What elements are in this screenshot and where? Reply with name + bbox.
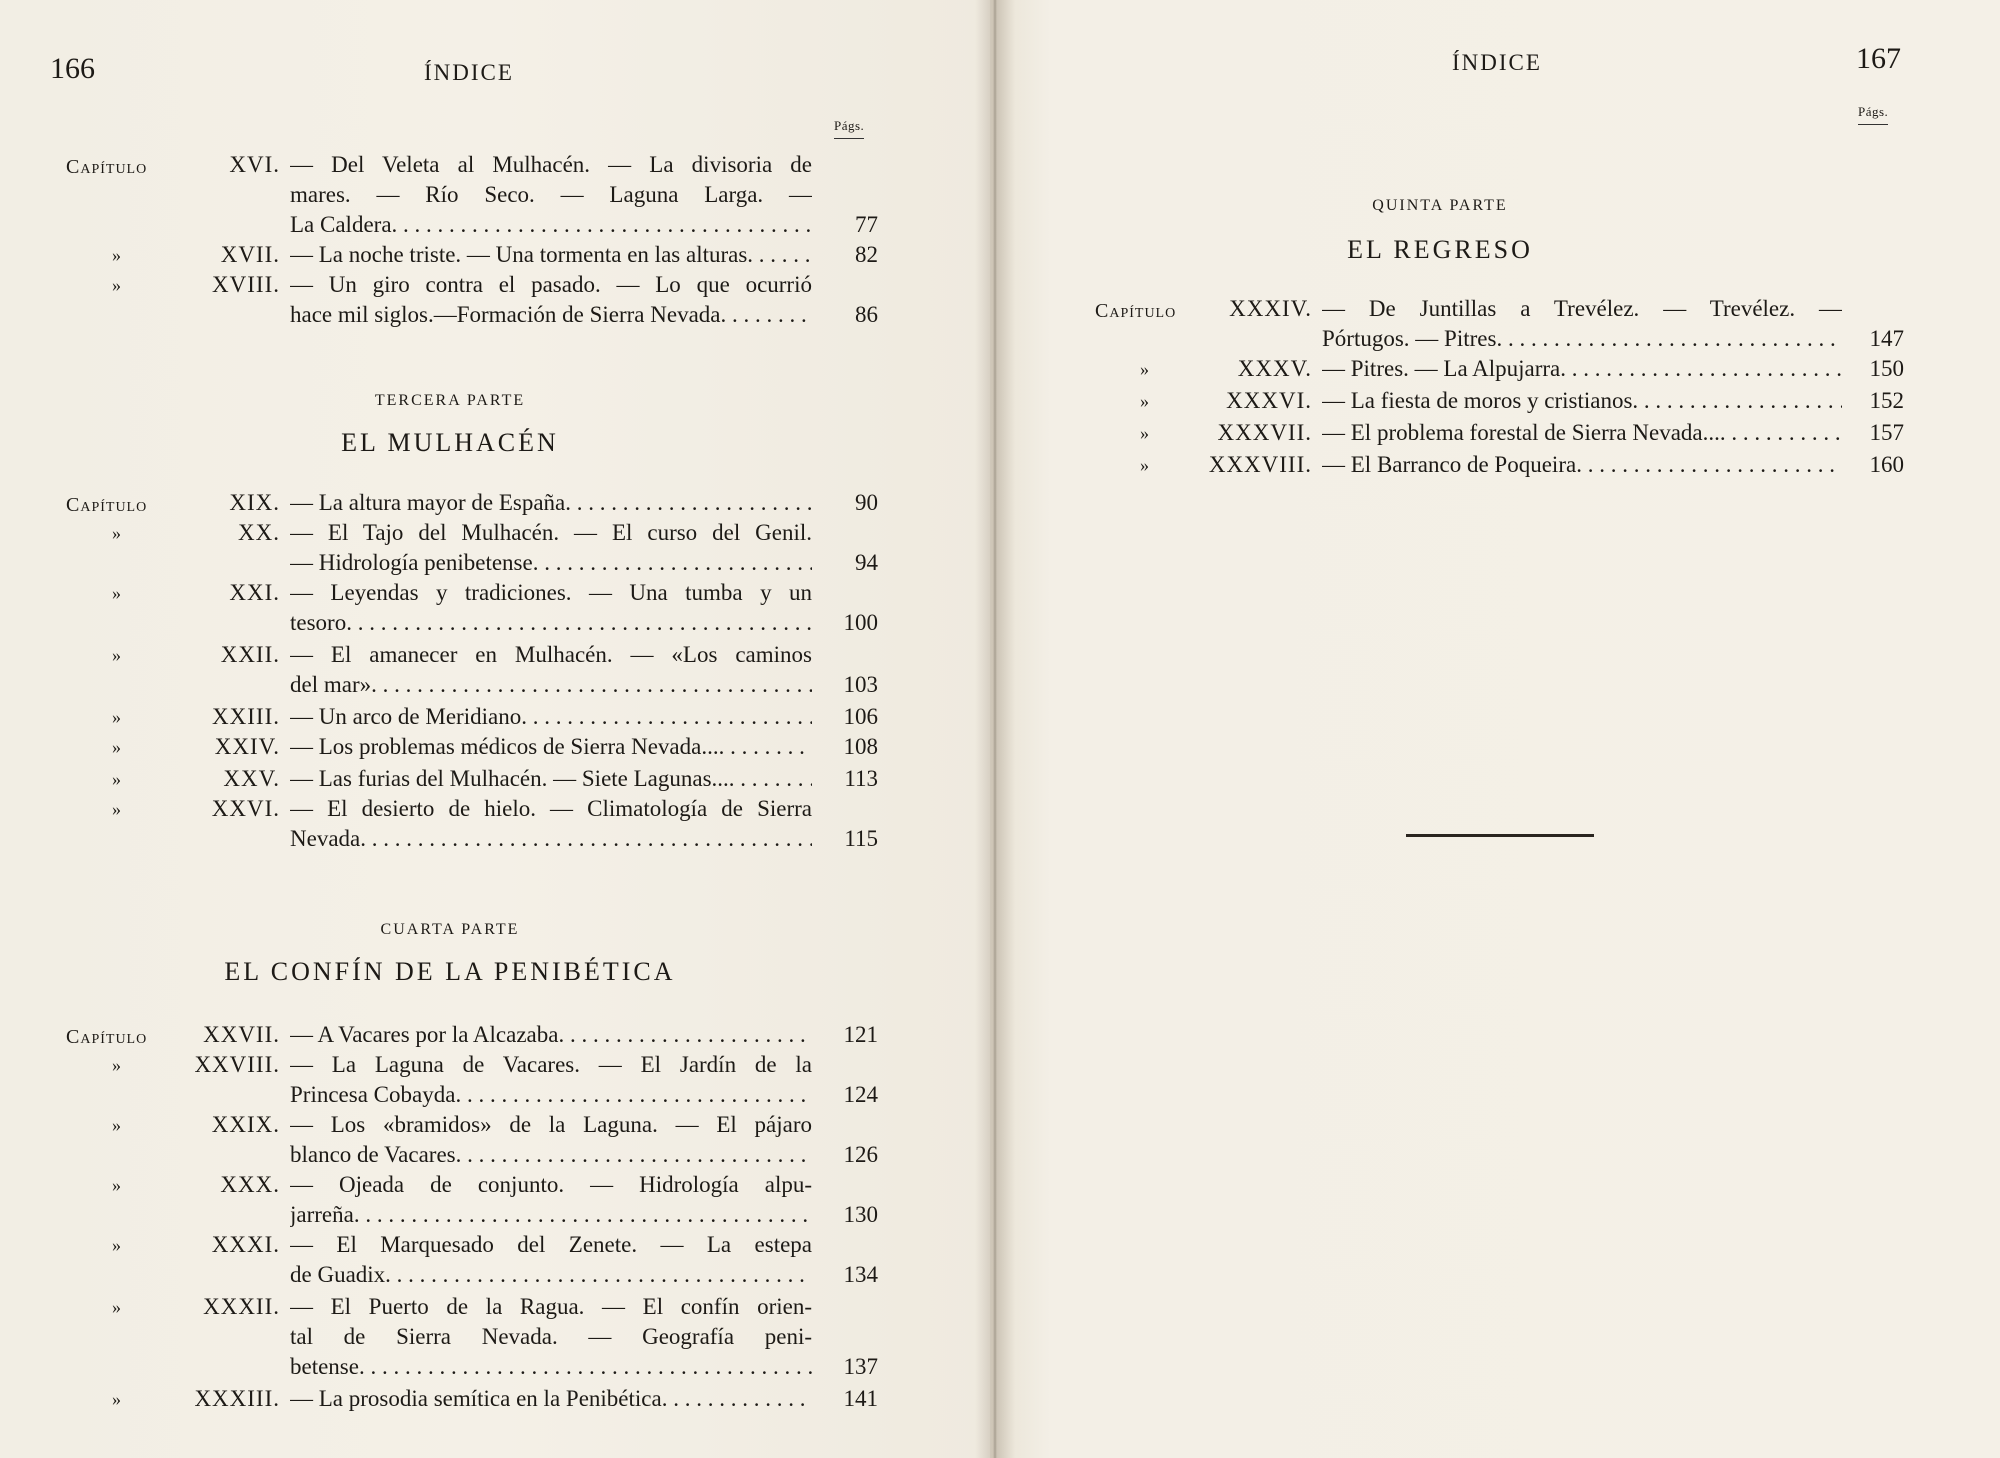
dot-leader <box>1496 324 1842 354</box>
chapter-title <box>290 1020 812 1050</box>
dot-leader <box>354 1200 812 1230</box>
chapter-title-line: Nevada . . . <box>290 824 812 854</box>
dot-leader <box>371 670 812 700</box>
chapter-number: XXII. <box>220 642 280 667</box>
chapter-number: XXVI. <box>211 796 280 821</box>
part-title-tercera: EL MULHACÉN <box>341 428 559 457</box>
dot-leader <box>455 1080 812 1110</box>
dot-leader <box>1576 450 1842 480</box>
chapter-title-line: — La prosodia semítica en la Penibética . . . <box>290 1384 812 1414</box>
chapter-number: XXXII. <box>203 1294 280 1319</box>
chapter-title-line: — Pitres. — La Alpujarra . . . <box>1322 354 1842 384</box>
ditto-mark: » <box>112 1175 121 1195</box>
chapter-title-line: betense . . . <box>290 1352 812 1382</box>
page-number: 106 <box>843 704 878 729</box>
page-number: 126 <box>843 1142 878 1167</box>
ditto-mark: » <box>112 1389 121 1409</box>
page-number: 141 <box>843 1386 878 1411</box>
chapter-title <box>1322 450 1842 480</box>
chapter-title-line: — El desierto de hielo. — Climatología de Sierra <box>290 796 812 821</box>
chapter-title <box>290 732 812 762</box>
chapter-title-line: — El amanecer en Mulhacén. — «Los caminos <box>290 642 812 667</box>
page-number: 152 <box>1869 388 1904 413</box>
pags-label-left: Págs. <box>834 118 864 139</box>
chapter-title <box>290 794 812 854</box>
ditto-mark: » <box>112 245 121 265</box>
page-number: 147 <box>1869 326 1904 351</box>
ditto-mark: » <box>1140 359 1149 379</box>
chapter-number: XXXIII. <box>194 1386 280 1411</box>
chapter-title-line: — El Barranco de Poqueira . . . <box>1322 450 1842 480</box>
chapter-title-line: — Del Veleta al Mulhacén. — La divisoria de <box>290 152 812 177</box>
page-number: 160 <box>1869 452 1904 477</box>
book-gutter <box>975 0 1015 1458</box>
chapter-title <box>290 150 812 240</box>
ditto-mark: » <box>112 769 121 789</box>
chapter-title-line: — Leyendas y tradiciones. — Una tumba y un <box>290 580 812 605</box>
dot-leader <box>392 210 812 240</box>
page-number: 77 <box>855 212 878 237</box>
chapter-title-line: — Ojeada de conjunto. — Hidrología alpu- <box>290 1172 812 1197</box>
chapter-title-line: — Los problemas médicos de Sierra Nevada... . . . <box>290 732 812 762</box>
dot-leader <box>521 702 812 732</box>
right-page <box>990 0 2000 1458</box>
folio-left: 166 <box>50 52 95 85</box>
chapter-title-line: — La Laguna de Vacares. — El Jardín de la <box>290 1052 812 1077</box>
chapter-number: XX. <box>238 520 280 545</box>
chapter-number: XXXVIII. <box>1208 452 1312 477</box>
chapter-title-line: — Hidrología penibetense . . . <box>290 548 812 578</box>
chapter-title-line: — A Vacares por la Alcazaba . . . <box>290 1020 812 1050</box>
closing-rule <box>1406 834 1594 837</box>
chapter-number: XXXI. <box>211 1232 280 1257</box>
left-page <box>0 0 990 1458</box>
ditto-mark: » <box>112 799 121 819</box>
chapter-title-line: — Un arco de Meridiano . . . <box>290 702 812 732</box>
chapter-title <box>290 1230 812 1290</box>
page-number: 124 <box>843 1082 878 1107</box>
page-number: 94 <box>855 550 878 575</box>
chapter-title-line: — De Juntillas a Trevélez. — Trevélez. — <box>1322 296 1842 321</box>
dot-leader <box>1560 354 1842 384</box>
chapter-title-line: tesoro . . . <box>290 608 812 638</box>
part-title-cuarta: EL CONFÍN DE LA PENIBÉTICA <box>224 957 676 986</box>
chapter-title-line: del mar» . . . <box>290 670 812 700</box>
ditto-mark: » <box>112 645 121 665</box>
chapter-title <box>1322 354 1842 384</box>
page-number: 157 <box>1869 420 1904 445</box>
ditto-mark: » <box>112 275 121 295</box>
chapter-title <box>1322 418 1842 448</box>
chapter-title-line: jarreña . . . <box>290 1200 812 1230</box>
ditto-mark: » <box>112 737 121 757</box>
chapter-number: XVIII. <box>212 272 280 297</box>
chapter-prefix: Capítulo <box>1095 300 1177 322</box>
page-number: 130 <box>843 1202 878 1227</box>
page-number: 137 <box>843 1354 878 1379</box>
chapter-title <box>290 578 812 638</box>
chapter-title <box>290 702 812 732</box>
dot-leader <box>721 300 813 330</box>
chapter-title <box>290 488 812 518</box>
chapter-title-line: — El Puerto de la Ragua. — El confín orien- <box>290 1294 812 1319</box>
chapter-number: XXXV. <box>1237 356 1312 381</box>
ditto-mark: » <box>112 1297 121 1317</box>
chapter-title-line: — El Marquesado del Zenete. — La estepa <box>290 1232 812 1257</box>
dot-leader <box>1720 418 1842 448</box>
chapter-number: XIX. <box>229 490 280 515</box>
page-number: 113 <box>844 766 878 791</box>
dot-leader <box>385 1260 812 1290</box>
ditto-mark: » <box>1140 391 1149 411</box>
part-label-quinta: QUINTA PARTE <box>1372 197 1508 214</box>
chapter-title <box>1322 386 1842 416</box>
chapter-title <box>290 240 812 270</box>
chapter-title-line: — El problema forestal de Sierra Nevada... . . . <box>1322 418 1842 448</box>
chapter-number: XVI. <box>229 152 280 177</box>
chapter-number: XXVIII. <box>194 1052 280 1077</box>
chapter-number: XXXVI. <box>1226 388 1312 413</box>
chapter-title-line: — La noche triste. — Una tormenta en las alturas . . . <box>290 240 812 270</box>
ditto-mark: » <box>1140 455 1149 475</box>
pags-label-right: Págs. <box>1858 104 1888 125</box>
ditto-mark: » <box>112 707 121 727</box>
chapter-title <box>290 518 812 578</box>
chapter-number: XXXIV. <box>1229 296 1312 321</box>
ditto-mark: » <box>112 523 121 543</box>
ditto-mark: » <box>112 1115 121 1135</box>
chapter-title-line: La Caldera . . . <box>290 210 812 240</box>
chapter-title <box>290 1110 812 1170</box>
dot-leader <box>719 732 812 762</box>
dot-leader <box>533 548 812 578</box>
running-head-right: ÍNDICE <box>1452 50 1542 75</box>
ditto-mark: » <box>112 583 121 603</box>
chapter-title-line: mares. — Río Seco. — Laguna Larga. — <box>290 182 812 207</box>
page-number: 134 <box>843 1262 878 1287</box>
chapter-number: XXXVII. <box>1217 420 1312 445</box>
chapter-title-line: blanco de Vacares . . . <box>290 1140 812 1170</box>
dot-leader <box>359 1352 812 1382</box>
chapter-title-line: — Las furias del Mulhacén. — Siete Lagunas... . . . <box>290 764 812 794</box>
ditto-mark: » <box>1140 423 1149 443</box>
chapter-number: XXIII. <box>212 704 280 729</box>
page-number: 82 <box>855 242 878 267</box>
chapter-title <box>1322 294 1842 354</box>
dot-leader <box>662 1384 812 1414</box>
chapter-title-line: Pórtugos. — Pitres . . . <box>1322 324 1842 354</box>
chapter-number: XVII. <box>220 242 280 267</box>
page-number: 90 <box>855 490 878 515</box>
running-head-left: ÍNDICE <box>424 60 514 85</box>
chapter-number: XXIX. <box>211 1112 280 1137</box>
dot-leader <box>558 1020 812 1050</box>
dot-leader <box>1632 386 1842 416</box>
dot-leader <box>747 240 812 270</box>
page-number: 103 <box>843 672 878 697</box>
page-number: 121 <box>843 1022 878 1047</box>
chapter-number: XXVII. <box>203 1022 280 1047</box>
part-label-cuarta: CUARTA PARTE <box>380 921 520 938</box>
dot-leader <box>360 824 812 854</box>
chapter-title-line: — Un giro contra el pasado. — Lo que ocurrió <box>290 272 812 297</box>
chapter-title-line: tal de Sierra Nevada. — Geografía peni- <box>290 1324 812 1349</box>
dot-leader <box>565 488 812 518</box>
dot-leader <box>346 608 812 638</box>
page-number: 100 <box>843 610 878 635</box>
chapter-title-line: hace mil siglos.—Formación de Sierra Nevada . . . <box>290 300 812 330</box>
chapter-title <box>290 1170 812 1230</box>
page-number: 150 <box>1869 356 1904 381</box>
chapter-number: XXIV. <box>214 734 280 759</box>
chapter-title-line: — El Tajo del Mulhacén. — El curso del Genil. <box>290 520 812 545</box>
chapter-number: XXI. <box>229 580 280 605</box>
chapter-title <box>290 270 812 330</box>
page-number: 108 <box>843 734 878 759</box>
ditto-mark: » <box>112 1235 121 1255</box>
chapter-prefix: Capítulo <box>66 494 148 516</box>
chapter-title <box>290 764 812 794</box>
part-title-quinta: EL REGRESO <box>1347 235 1533 264</box>
page-number: 86 <box>855 302 878 327</box>
chapter-title-line: — La altura mayor de España . . . <box>290 488 812 518</box>
chapter-title <box>290 1292 812 1382</box>
chapter-number: XXV. <box>223 766 280 791</box>
part-label-tercera: TERCERA PARTE <box>374 392 526 409</box>
ditto-mark: » <box>112 1055 121 1075</box>
chapter-prefix: Capítulo <box>66 156 148 178</box>
chapter-number: XXX. <box>220 1172 280 1197</box>
chapter-title-line: — Los «bramidos» de la Laguna. — El pájaro <box>290 1112 812 1137</box>
chapter-title <box>290 640 812 700</box>
page-number: 115 <box>844 826 878 851</box>
chapter-title <box>290 1050 812 1110</box>
dot-leader <box>456 1140 812 1170</box>
folio-right: 167 <box>1856 42 1901 75</box>
chapter-title-line: — La fiesta de moros y cristianos . . . <box>1322 386 1842 416</box>
chapter-title <box>290 1384 812 1414</box>
dot-leader <box>729 764 812 794</box>
chapter-title-line: de Guadix . . . <box>290 1260 812 1290</box>
chapter-prefix: Capítulo <box>66 1026 148 1048</box>
chapter-title-line: Princesa Cobayda . . . <box>290 1080 812 1110</box>
